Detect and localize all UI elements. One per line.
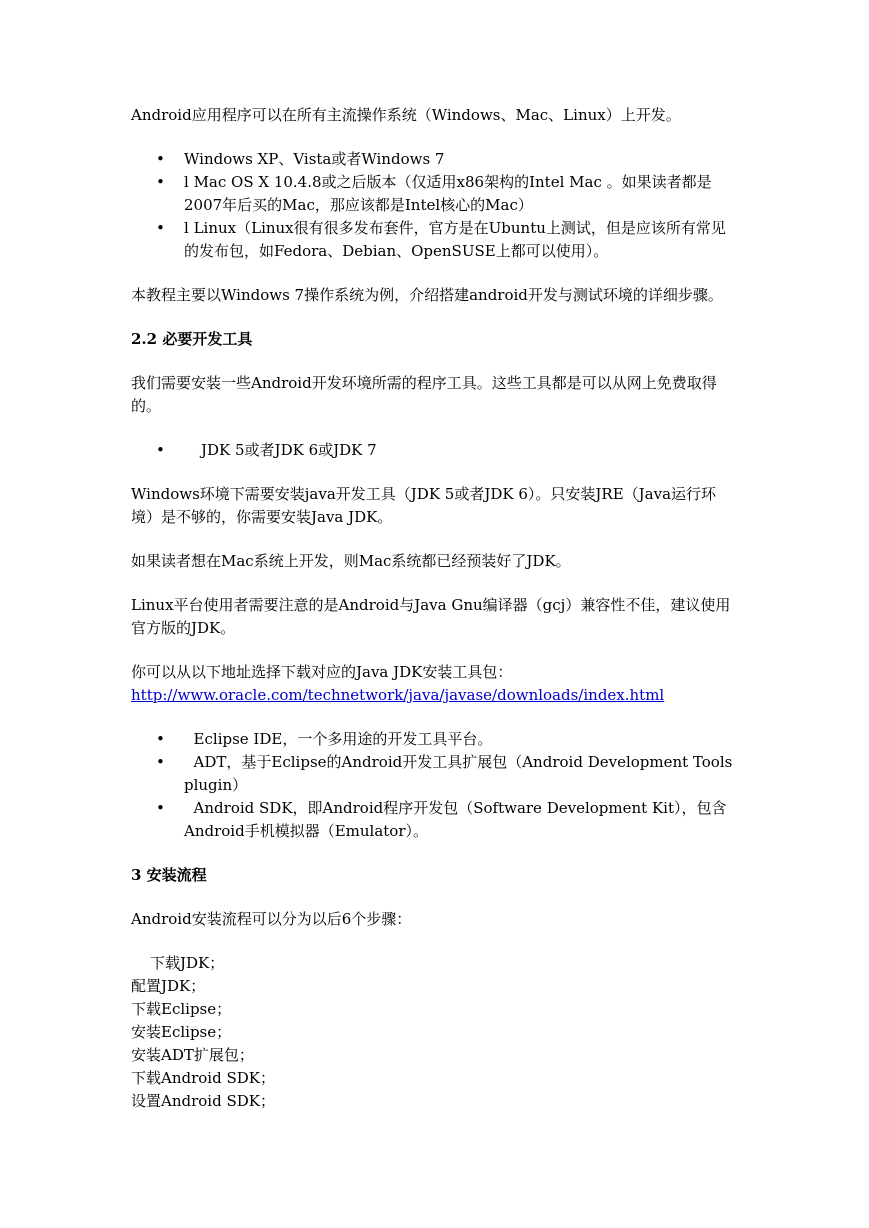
bullet-icon: • [156, 219, 165, 237]
oracle-download-link[interactable]: http://www.oracle.com/technetwork/java/javase/downloads/index.html [131, 686, 665, 704]
bullet-icon: • [156, 753, 165, 771]
install-intro-paragraph: Android安装流程可以分为以后6个步骤： [131, 910, 412, 928]
step-line: 配置JDK； [131, 977, 206, 995]
install-steps [131, 952, 738, 1113]
download-text: 你可以从以下地址选择下载对应的Java JDK安装工具包： [131, 663, 513, 681]
section-heading-2-2: 2.2 必要开发工具 [131, 330, 253, 348]
tutorial-scope-paragraph: 本教程主要以Windows 7操作系统为例，介绍搭建android开发与测试环境的详细步骤。 [131, 286, 723, 304]
step-line: 下载Eclipse； [131, 1000, 232, 1018]
list-item: • Eclipse IDE，一个多用途的开发工具平台。 [131, 728, 738, 751]
step-line: 下载JDK； [150, 954, 225, 972]
section-heading-3: 3 安装流程 [131, 866, 207, 884]
step-line: 下载Android SDK； [131, 1069, 275, 1087]
tool-list [131, 728, 738, 843]
list-item: • Windows XP、Vista或者Windows 7 [131, 148, 738, 171]
bullet-icon: • [156, 173, 165, 191]
bullet-icon: • [156, 799, 165, 817]
step-line: 安装ADT扩展包； [131, 1046, 254, 1064]
jdk-list [131, 439, 738, 462]
tools-intro-paragraph: 我们需要安装一些Android开发环境所需的程序工具。这些工具都是可以从网上免费取得的。 [131, 374, 717, 415]
os-list [131, 148, 738, 263]
bullet-icon: • [156, 441, 165, 459]
intro-paragraph: Android应用程序可以在所有主流操作系统（Windows、Mac、Linux）上开发。 [131, 106, 681, 124]
jdk-mac-paragraph: 如果读者想在Mac系统上开发，则Mac系统都已经预装好了JDK。 [131, 552, 571, 570]
list-item: • ADT，基于Eclipse的Android开发工具扩展包（Android Development Tools plugin） [156, 753, 733, 794]
jdk-windows-paragraph: Windows环境下需要安装java开发工具（JDK 5或者JDK 6）。只安装JRE（Java运行环境）是不够的，你需要安装Java JDK。 [131, 485, 717, 526]
bullet-icon: • [156, 730, 165, 748]
download-paragraph [131, 661, 738, 707]
list-item: • l Linux（Linux很有很多发布套件，官方是在Ubuntu上测试，但是应该所有常见的发布包，如Fedora、Debian、OpenSUSE上都可以使用）。 [156, 219, 726, 260]
bullet-icon: • [156, 150, 165, 168]
document-page [131, 104, 738, 1113]
step-line: 设置Android SDK； [131, 1092, 275, 1110]
list-item: • JDK 5或者JDK 6或JDK 7 [131, 439, 738, 462]
list-item: • l Mac OS X 10.4.8或之后版本（仅适用x86架构的Intel Mac 。如果读者都是2007年后买的Mac，那应该都是Intel核心的Mac） [156, 173, 712, 214]
list-item: • Android SDK，即Android程序开发包（Software Development Kit），包含Android手机模拟器（Emulator）。 [156, 799, 727, 840]
jdk-linux-paragraph: Linux平台使用者需要注意的是Android与Java Gnu编译器（gcj）兼容性不佳，建议使用官方版的JDK。 [131, 596, 731, 637]
step-line: 安装Eclipse； [131, 1023, 232, 1041]
